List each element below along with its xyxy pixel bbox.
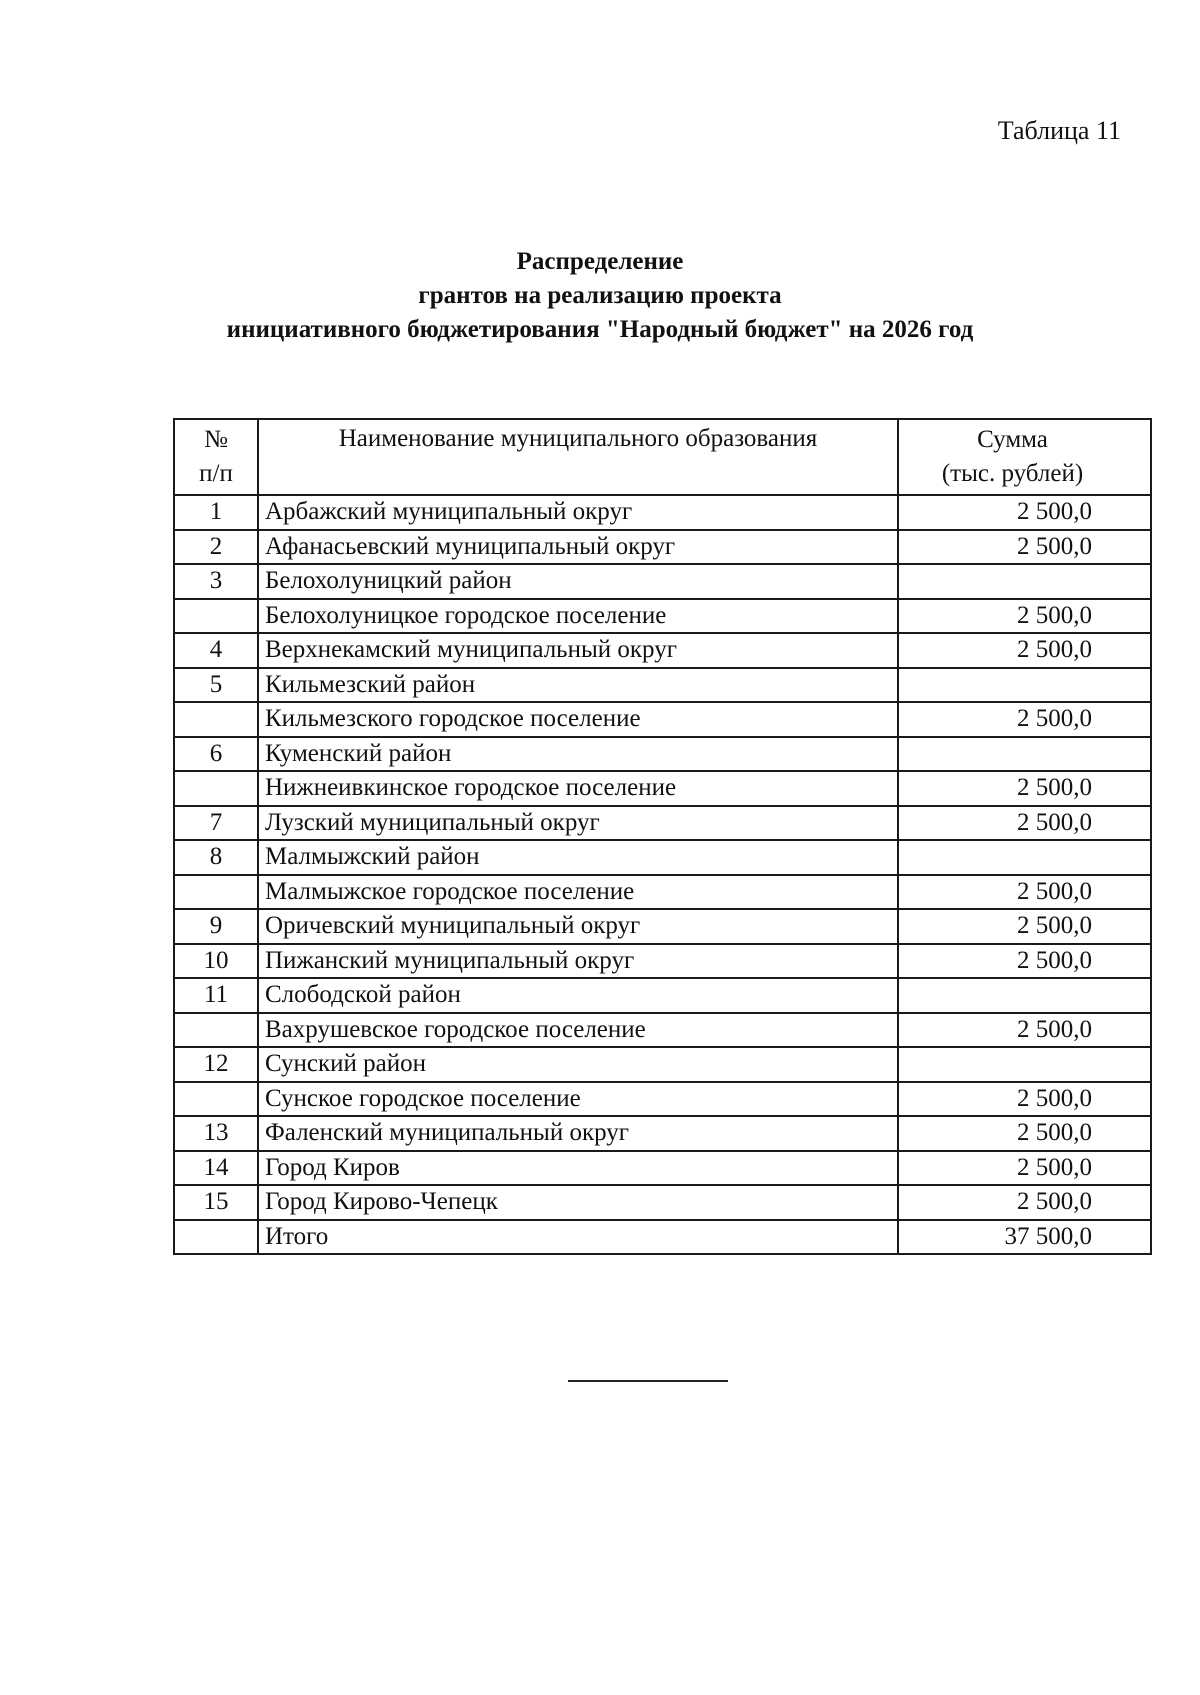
row-name: Нижнеивкинское городское поселение <box>258 771 898 806</box>
header-number <box>174 419 258 495</box>
row-number <box>174 702 258 737</box>
row-name: Сунский район <box>258 1047 898 1082</box>
row-sum: 2 500,0 <box>898 1151 1151 1186</box>
row-name: Город Киров <box>258 1151 898 1186</box>
row-number: 2 <box>174 530 258 565</box>
table-row <box>174 1082 1151 1117</box>
row-name: Верхнекамский муниципальный округ <box>258 633 898 668</box>
table-row <box>174 806 1151 841</box>
table-row <box>174 944 1151 979</box>
table-header-row <box>174 419 1151 495</box>
row-number: 14 <box>174 1151 258 1186</box>
document-heading <box>0 245 1200 347</box>
row-name: Сунское городское поселение <box>258 1082 898 1117</box>
row-name: Малмыжское городское поселение <box>258 875 898 910</box>
row-number: 11 <box>174 978 258 1013</box>
header-sum-line-2: (тыс. рублей) <box>941 460 1084 487</box>
table-label: Таблица 11 <box>997 116 1121 145</box>
row-sum: 2 500,0 <box>898 599 1151 634</box>
row-sum <box>898 1047 1151 1082</box>
row-sum <box>898 737 1151 772</box>
header-number-line-1: № <box>204 426 228 453</box>
heading-line-2: грантов на реализацию проекта <box>418 282 782 309</box>
row-name: Афанасьевский муниципальный округ <box>258 530 898 565</box>
row-sum: 2 500,0 <box>898 909 1151 944</box>
table-row <box>174 737 1151 772</box>
header-sum <box>898 419 1151 495</box>
row-number <box>174 1082 258 1117</box>
row-name: Кильмезский район <box>258 668 898 703</box>
row-name: Белохолуницкое городское поселение <box>258 599 898 634</box>
table-row <box>174 564 1151 599</box>
row-sum: 2 500,0 <box>898 1082 1151 1117</box>
row-number: 10 <box>174 944 258 979</box>
heading-line-3: инициативного бюджетирования "Народный бюджет" на 2026 год <box>226 316 974 343</box>
row-sum <box>898 564 1151 599</box>
row-number <box>174 771 258 806</box>
table-row <box>174 771 1151 806</box>
row-name: Куменский район <box>258 737 898 772</box>
table-body <box>174 495 1151 1254</box>
row-number: 12 <box>174 1047 258 1082</box>
row-name: Белохолуницкий район <box>258 564 898 599</box>
total-label: Итого <box>258 1220 898 1255</box>
row-name: Фаленский муниципальный округ <box>258 1116 898 1151</box>
row-sum: 2 500,0 <box>898 806 1151 841</box>
row-name: Малмыжский район <box>258 840 898 875</box>
row-sum: 2 500,0 <box>898 1116 1151 1151</box>
row-number <box>174 599 258 634</box>
grants-table <box>173 418 1152 1255</box>
row-sum: 2 500,0 <box>898 944 1151 979</box>
row-number: 5 <box>174 668 258 703</box>
row-sum: 2 500,0 <box>898 875 1151 910</box>
table-row <box>174 978 1151 1013</box>
row-name: Слободской район <box>258 978 898 1013</box>
row-number: 9 <box>174 909 258 944</box>
row-number <box>174 1013 258 1048</box>
row-number: 1 <box>174 495 258 530</box>
row-number: 7 <box>174 806 258 841</box>
row-sum: 2 500,0 <box>898 530 1151 565</box>
table-row <box>174 1047 1151 1082</box>
table-row <box>174 875 1151 910</box>
row-sum: 2 500,0 <box>898 1185 1151 1220</box>
table-row <box>174 1116 1151 1151</box>
header-name: Наименование муниципального образования <box>258 419 898 495</box>
row-number: 13 <box>174 1116 258 1151</box>
closing-separator-line <box>568 1380 728 1382</box>
row-sum: 2 500,0 <box>898 495 1151 530</box>
row-sum <box>898 840 1151 875</box>
row-number: 4 <box>174 633 258 668</box>
row-name: Пижанский муниципальный округ <box>258 944 898 979</box>
row-sum: 2 500,0 <box>898 771 1151 806</box>
table-row <box>174 1185 1151 1220</box>
table-row <box>174 599 1151 634</box>
table-row <box>174 840 1151 875</box>
row-name: Оричевский муниципальный округ <box>258 909 898 944</box>
table-row <box>174 1013 1151 1048</box>
row-number: 3 <box>174 564 258 599</box>
row-sum <box>898 668 1151 703</box>
row-name: Кильмезского городское поселение <box>258 702 898 737</box>
row-sum: 2 500,0 <box>898 633 1151 668</box>
row-number <box>174 1220 258 1255</box>
table-row <box>174 633 1151 668</box>
table-row <box>174 702 1151 737</box>
row-name: Арбажский муниципальный округ <box>258 495 898 530</box>
total-sum: 37 500,0 <box>898 1220 1151 1255</box>
row-name: Лузский муниципальный округ <box>258 806 898 841</box>
row-sum <box>898 978 1151 1013</box>
row-number: 6 <box>174 737 258 772</box>
table-row <box>174 668 1151 703</box>
row-sum: 2 500,0 <box>898 1013 1151 1048</box>
row-number: 8 <box>174 840 258 875</box>
header-number-line-2: п/п <box>199 460 233 487</box>
row-name: Город Кирово-Чепецк <box>258 1185 898 1220</box>
total-row <box>174 1220 1151 1255</box>
table-row <box>174 1151 1151 1186</box>
row-name: Вахрушевское городское поселение <box>258 1013 898 1048</box>
header-sum-line-1: Сумма <box>977 426 1048 453</box>
table-row <box>174 495 1151 530</box>
row-sum: 2 500,0 <box>898 702 1151 737</box>
row-number: 15 <box>174 1185 258 1220</box>
table-row <box>174 909 1151 944</box>
heading-line-1: Распределение <box>516 248 684 275</box>
row-number <box>174 875 258 910</box>
table-row <box>174 530 1151 565</box>
